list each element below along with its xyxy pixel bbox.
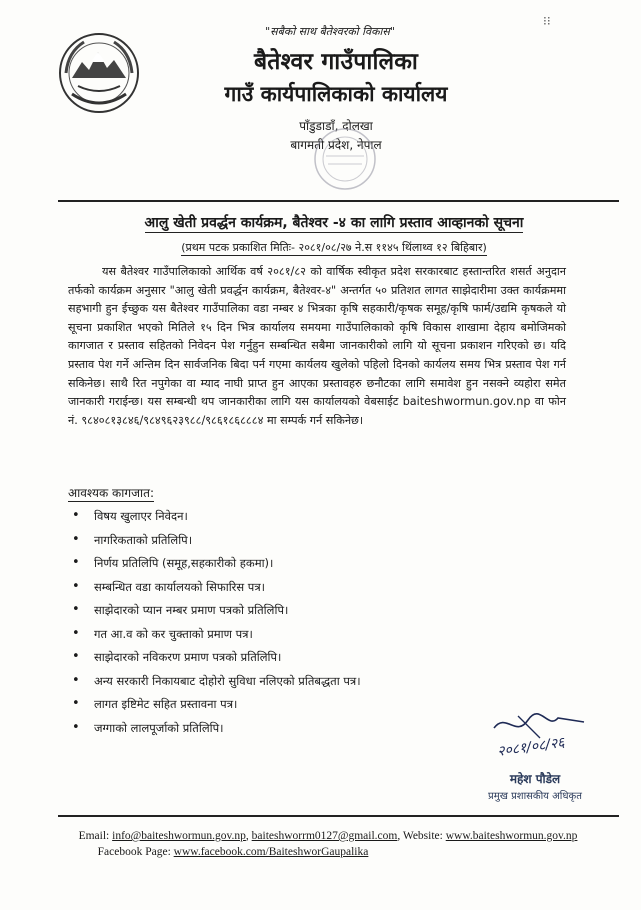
facebook-label: Facebook Page: [97,846,171,858]
signature-date: २०८१/०८/२६ [496,734,566,760]
requirements-heading-text: आवश्यक कागजात: [68,486,155,500]
list-item: • सम्बन्धित वडा कार्यालयको सिफारिस पत्र। [72,577,472,601]
footer-contact-line: Email: info@baiteshwormun.gov.np, baiteshworrm0127@gmail.com, Website: www.baiteshwormun.gov.np [78,830,578,842]
requirements-list [72,506,472,741]
signatory-title: प्रमुख प्रशासकीय अधिकृत [488,791,582,802]
address-line-2: बागमती प्रदेश, नेपाल [290,138,382,152]
office-name: गाउँ कार्यपालिकाको कार्यालय [224,82,448,106]
notice-body [68,263,566,430]
notice-body-text: यस बैतेश्वर गाउँपालिकाको आर्थिक वर्ष २०८१/८२ को वार्षिक स्वीकृत प्रदेश सरकारबाट हस्तान्तरित शसर्त अनुदान तर्फको कार्यक्रम अनुसार "आलु खेती प्रवर्द्धन कार्यक्रम, बैतेश्वर-४" अन्तर्गत ५० प्रतिशत लागत साझेदारीमा उक्त कार्यक्रममा सहभागी हुन ईच्छुक यस बैतेश्वर गाउँपालिका वडा नम्बर ४ भित्रका कृषि सहकारी/कृषक समूह/कृषि फार्म/उद्यमि कृषकले यो सूचना प्रकाशित भएको मितिले १५ दिन भित्र कार्यालय समयमा गाउँपालिकाको कृषि विकास शाखामा देहाय बमोजिमको कागजात र प्रस्ताव सहितको निवेदन पेश गर्नुहुन सम्बन्धित सबैमा जानकारीको लागि यो सूचना प्रकाशन गरिएको छ। यदि प्रस्ताव पेश गर्ने अन्तिम दिन सार्वजनिक बिदा पर्न गएमा कार्यलय खुलेको पहिलो दिनको कार्यलय समय भित्र प्रस्ताव पेश गर्न सकिनेछ। साथै रित नपुगेका वा म्याद नाघी प्राप्त हुन आएका प्रस्तावहरु छनौटका लागि समावेश हुन नसक्ने व्यहोरा समेत जानकारी गराईन्छ। यस सम्बन्धी थप जानकारीका लागि यस कार्यालयको वेबसाईट baiteshwormun.gov.np वा फोन नं. ९८४०८१३८४६/९८४९६२३९८८/९८६१८६८८८४ मा सम्पर्क गर्न सकिनेछ। [68,265,566,427]
notice-subtitle [64,240,604,255]
list-item: • जग्गाको लालपूर्जाको प्रतिलिपि। [72,718,472,742]
list-item: • साझेदारको नविकरण प्रमाण पत्रको प्रतिलिपि। [72,647,472,671]
footer-divider [58,815,619,817]
address-line-1: पाँडुडाडाँ, दोलखा [299,119,373,133]
email-link-2[interactable]: baiteshworrm0127@gmail.com [251,830,398,842]
list-item: • लागत इष्टिमेट सहित प्रस्तावना पत्र। [72,694,472,718]
list-item: • साझेदारको प्यान नम्बर प्रमाण पत्रको प्रतिलिपि। [72,600,472,624]
list-item: • अन्य सरकारी निकायबाट दोहोरो सुविधा नलिएको प्रतिबद्धता पत्र। [72,671,472,695]
corner-mark: ⁝⁝ [543,14,551,28]
office-stamp-icon [312,126,378,192]
email-label: Email: [78,830,110,842]
notice-subtitle-text: (प्रथम पटक प्रकाशित मितिः- २०८१/०८/२७ ने.स ११४५ थिंलाथ्व १२ बिहिबार) [181,241,487,254]
municipality-name: बैतेश्वर गाउँपालिका [253,49,419,75]
list-item: • निर्णय प्रतिलिपि (समूह,सहकारीको हकमा)। [72,553,472,577]
header-divider [58,200,619,202]
signatory-name: महेश पौडेल [509,772,561,786]
list-item: • गत आ.व को कर चुक्ताको प्रमाण पत्र। [72,624,472,648]
list-item: • विषय खुलाएर निवेदन। [72,506,472,530]
email-link-1[interactable]: info@baiteshwormun.gov.np [112,830,246,842]
signature-mark [488,708,618,768]
facebook-link[interactable]: www.facebook.com/BaiteshworGaupalika [173,846,369,858]
list-item: • नागरिकताको प्रतिलिपि। [72,530,472,554]
notice-title [64,213,604,232]
website-label: Website: [402,830,443,842]
requirements-heading [68,484,154,501]
slogan: "सबैको साथ बैतेश्वरको विकास" [265,25,395,38]
footer-facebook-line [68,846,398,858]
notice-title-text: आलु खेती प्रवर्द्धन कार्यक्रम, बैतेश्वर -४ का लागि प्रस्ताव आव्हानको सूचना [144,215,524,231]
website-link[interactable]: www.baiteshwormun.gov.np [445,830,578,842]
nepal-emblem-icon [58,32,140,114]
